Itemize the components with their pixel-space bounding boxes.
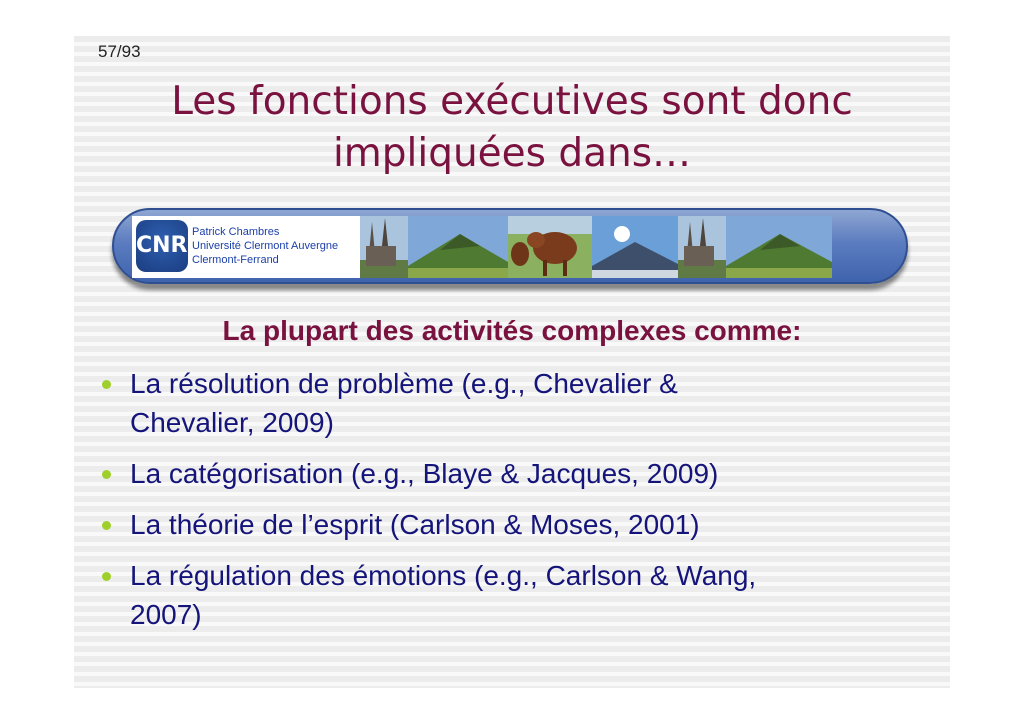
bullet-dot-icon (102, 380, 111, 389)
cows-photo (508, 216, 592, 278)
landscape-photos (360, 216, 832, 278)
cathedral-photo-2 (678, 216, 726, 278)
slide-title (74, 76, 950, 180)
title-line-2: impliquées dans… (332, 131, 692, 176)
cnrs-logo: CNRS (136, 220, 188, 272)
author-city: Clermont-Ferrand (192, 254, 279, 266)
author-name: Patrick Chambres (192, 226, 280, 238)
author-university: Université Clermont Auvergne (192, 240, 339, 252)
page-number: 57/93 (98, 42, 141, 61)
bullet-dot-icon (102, 470, 111, 479)
list-item (102, 364, 902, 442)
list-item (102, 505, 902, 544)
header-banner (112, 208, 908, 284)
bullet-text-line-1: La régulation des émotions (e.g., Carlson & Wang, (130, 560, 757, 591)
bullet-text-line-2: 2007) (130, 599, 202, 630)
bullet-dot-icon (102, 572, 111, 581)
slide (74, 36, 950, 688)
title-line-1: Les fonctions exécutives sont donc (171, 79, 853, 124)
mountain-sky-photo (592, 216, 678, 278)
list-item (102, 454, 902, 493)
cathedral-photo-1 (360, 216, 408, 278)
volcano-photo-2 (726, 216, 832, 278)
bullet-text-line-2: Chevalier, 2009) (130, 407, 334, 438)
bullet-dot-icon (102, 521, 111, 530)
list-item (102, 556, 902, 634)
volcano-photo-1 (408, 216, 508, 278)
bullet-text-line-1: La résolution de problème (e.g., Chevalier & (130, 368, 678, 399)
section-subtitle: La plupart des activités complexes comme: (222, 315, 802, 346)
bullet-text-line-1: La théorie de l’esprit (Carlson & Moses, 2001) (130, 509, 700, 540)
bullet-list (102, 364, 902, 646)
bullet-text-line-1: La catégorisation (e.g., Blaye & Jacques, 2009) (130, 458, 719, 489)
author-block (192, 225, 338, 267)
banner-panel (132, 216, 832, 278)
